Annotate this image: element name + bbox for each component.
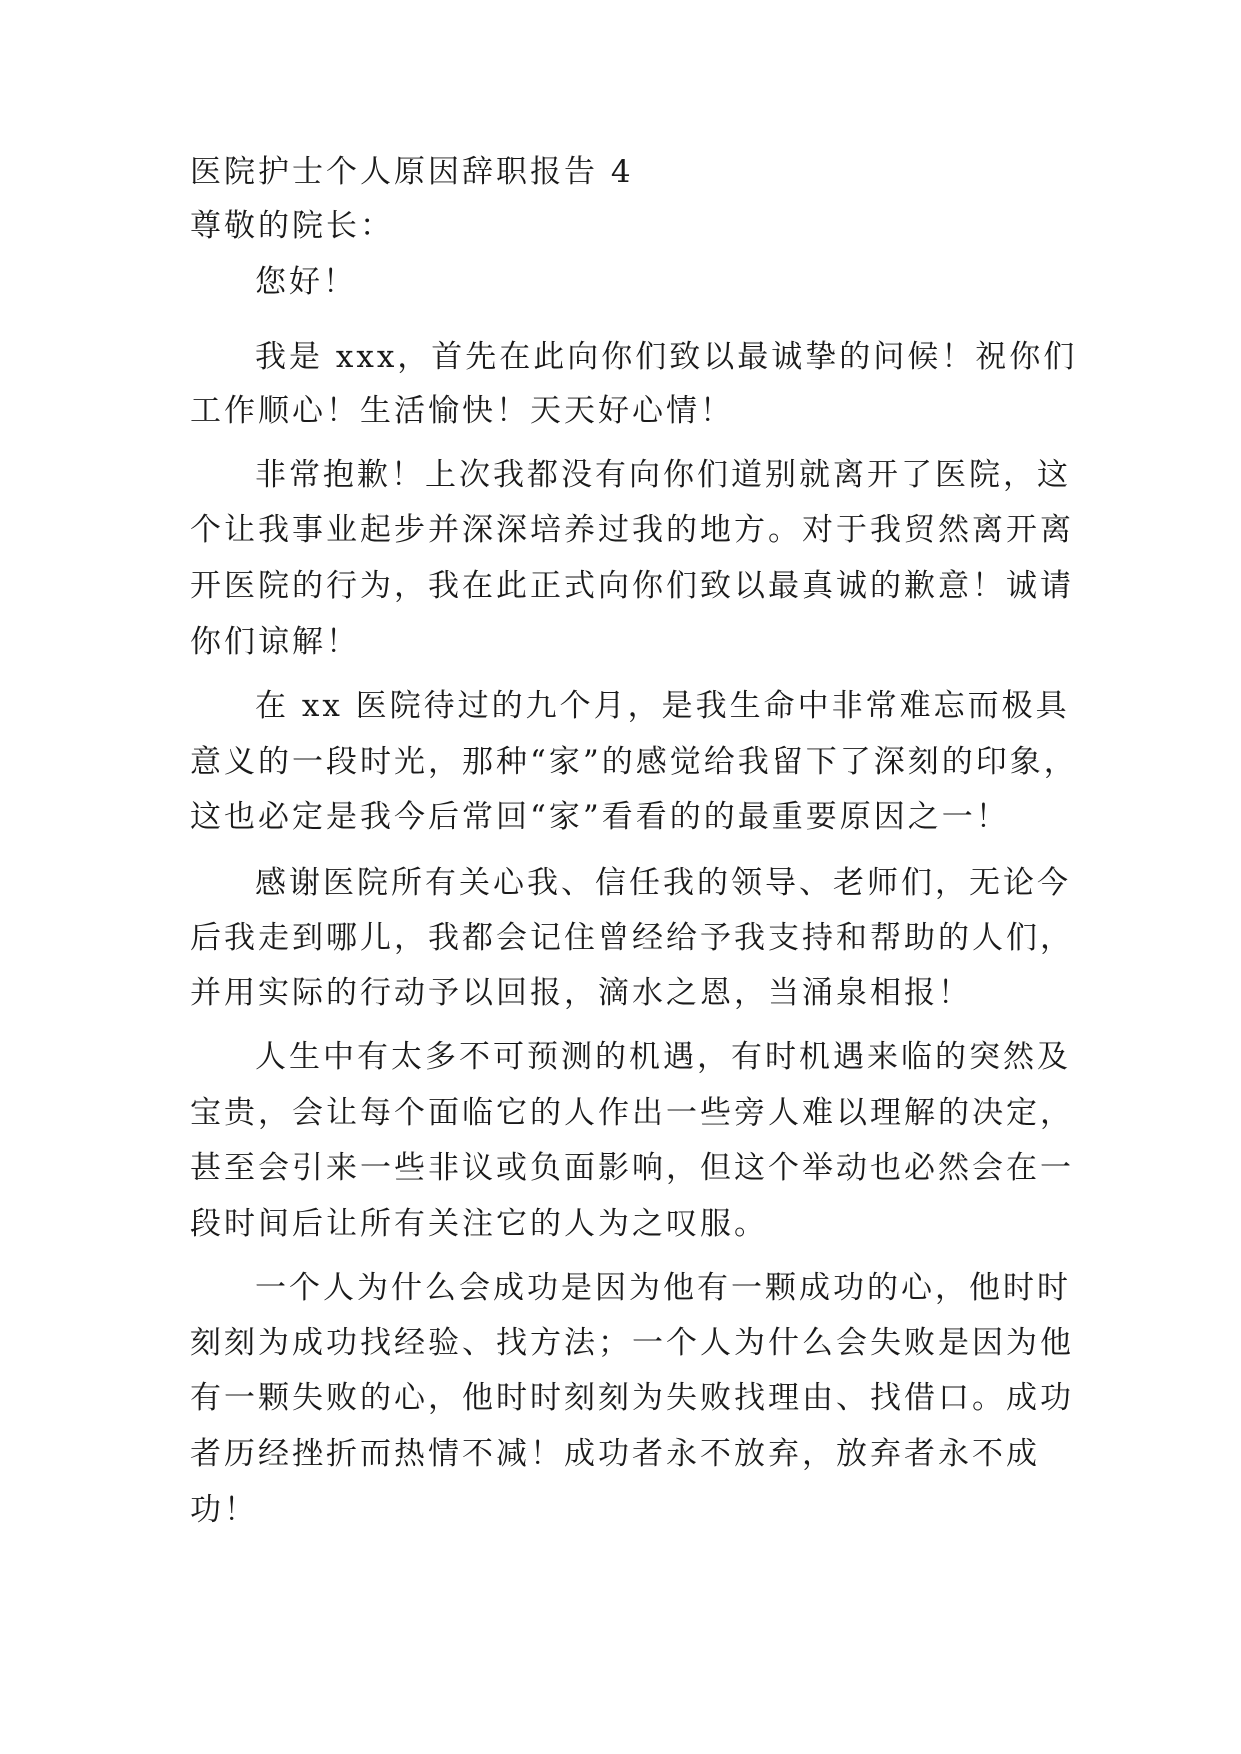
- paragraph-line: 甚至会引来一些非议或负面影响，但这个举动也必然会在一: [190, 1150, 1074, 1186]
- paragraph-line: 后我走到哪儿，我都会记住曾经给予我支持和帮助的人们，: [190, 920, 1074, 956]
- paragraph-line: 开医院的行为，我在此正式向你们致以最真诚的歉意！诚请: [190, 568, 1074, 604]
- document-title: 医院护士个人原因辞职报告 4: [190, 154, 634, 190]
- paragraph-line: 段时间后让所有关注它的人为之叹服。: [190, 1206, 768, 1242]
- paragraph-line: 您好！: [255, 264, 357, 300]
- paragraph-line: 有一颗失败的心，他时时刻刻为失败找理由、找借口。成功: [190, 1380, 1074, 1416]
- paragraph-line: 你们谅解！: [190, 624, 360, 660]
- paragraph-line: 工作顺心！生活愉快！天天好心情！: [190, 393, 734, 429]
- paragraph-line: 感谢医院所有关心我、信任我的领导、老师们，无论今: [255, 865, 1071, 901]
- paragraph-line: 人生中有太多不可预测的机遇，有时机遇来临的突然及: [255, 1039, 1071, 1075]
- salutation: 尊敬的院长：: [190, 208, 394, 244]
- paragraph-line: 刻刻为成功找经验、找方法；一个人为什么会失败是因为他: [190, 1325, 1074, 1361]
- paragraph-line: 我是 xxx，首先在此向你们致以最诚挚的问候！祝你们: [255, 339, 1078, 375]
- paragraph-line: 宝贵，会让每个面临它的人作出一些旁人难以理解的决定，: [190, 1095, 1074, 1131]
- paragraph-line: 并用实际的行动予以回报，滴水之恩，当涌泉相报！: [190, 975, 972, 1011]
- paragraph-line: 个让我事业起步并深深培养过我的地方。对于我贸然离开离: [190, 512, 1074, 548]
- paragraph-line: 意义的一段时光，那种“家”的感觉给我留下了深刻的印象，: [190, 744, 1078, 780]
- paragraph-line: 一个人为什么会成功是因为他有一颗成功的心，他时时: [255, 1270, 1071, 1306]
- paragraph-line: 这也必定是我今后常回“家”看看的的最重要原因之一！: [190, 799, 1010, 835]
- paragraph-line: 功！: [190, 1492, 258, 1528]
- paragraph-line: 在 xx 医院待过的九个月，是我生命中非常难忘而极具: [255, 688, 1070, 724]
- paragraph-line: 非常抱歉！上次我都没有向你们道别就离开了医院，这: [255, 457, 1071, 493]
- paragraph-line: 者历经挫折而热情不减！成功者永不放弃，放弃者永不成: [190, 1436, 1040, 1472]
